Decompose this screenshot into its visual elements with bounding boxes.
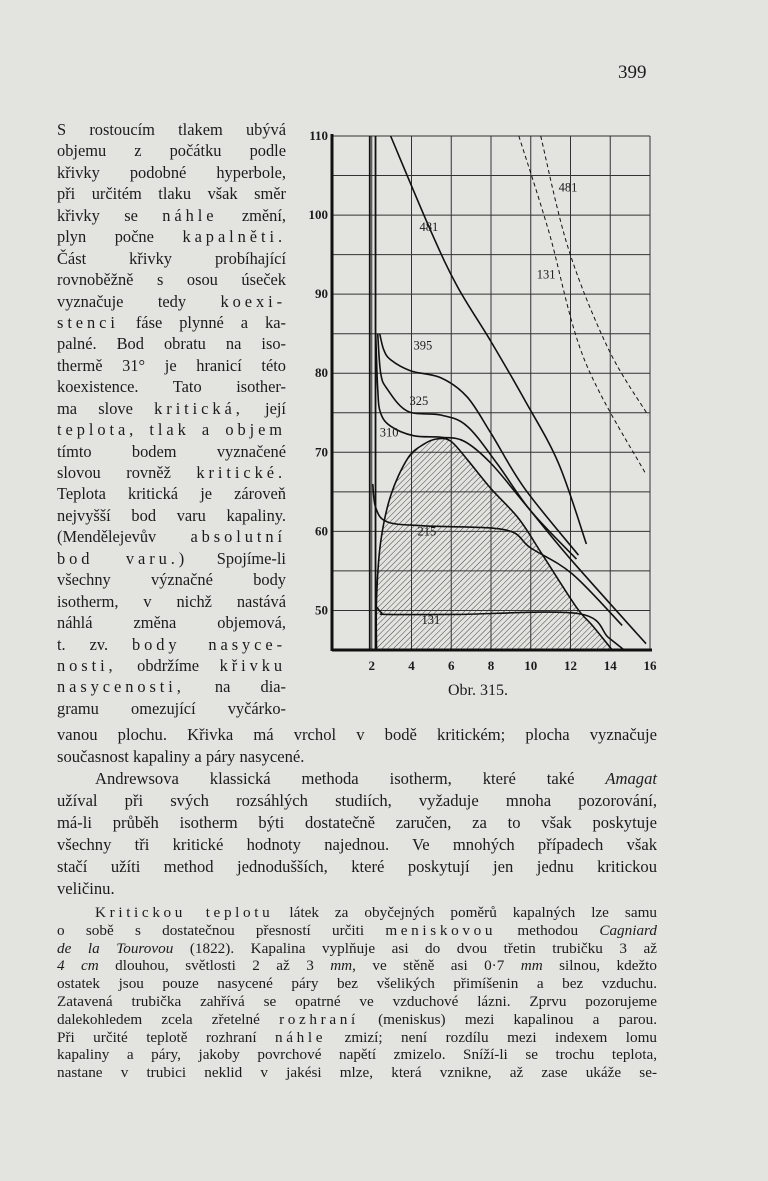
text-line [57, 355, 286, 376]
curve-label: 131 [536, 267, 556, 282]
italic-text: Amagat [605, 769, 657, 788]
text-segment: Zatavená trubička zahřívá se opatrné ve vzduchové lázni. Zprvu pozorujeme [57, 992, 657, 1010]
text-line [57, 724, 657, 746]
text-segment: tímto bodem vyznačené [57, 441, 286, 461]
text-segment: thermě 31° je hranicí této [57, 355, 286, 375]
text-segment: zmizí; není rozdílu mezi indexem lomu [326, 1028, 657, 1046]
spaced-emphasis-text: bod varu.) [57, 548, 189, 568]
text-segment: nastane v trubici neklid v jakési mlze, která vznikne, až zase ukáže se- [57, 1064, 657, 1082]
text-line [57, 376, 286, 397]
spaced-emphasis-text: kritické. [196, 463, 286, 482]
x-tick-label: 12 [564, 658, 577, 673]
text-line [57, 119, 286, 140]
text-line [57, 698, 286, 719]
y-tick-label: 60 [315, 523, 328, 539]
text-segment: methodou [496, 921, 600, 939]
curve-label: 395 [413, 338, 433, 353]
curve-label: 481 [419, 219, 439, 234]
text-segment: t. zv. [57, 634, 132, 654]
full-width-paragraph [57, 724, 657, 900]
text-line [57, 205, 286, 226]
text-segment: obdržíme [116, 655, 220, 675]
text-line [57, 768, 657, 790]
spaced-emphasis-text: kapalněti. [182, 227, 286, 247]
italic-text: 4 cm [57, 957, 99, 975]
text-line [57, 140, 286, 161]
text-segment: plyn počne [57, 227, 183, 247]
spaced-emphasis-text: náhle [162, 205, 218, 225]
text-segment: vyznačuje tedy [57, 291, 221, 311]
text-line [57, 904, 657, 922]
text-line [57, 834, 657, 856]
italic-text: mm [520, 957, 543, 975]
text-line [57, 746, 657, 768]
x-tick-label: 10 [524, 658, 538, 673]
text-segment: S rostoucím tlakem ubývá [57, 120, 286, 139]
text-line [57, 922, 657, 940]
text-segment: ma slove [57, 398, 155, 418]
text-segment: užíval při svých rozsáhlých studiích, vyžaduje mnoha pozorování, [57, 791, 657, 810]
page-number: 399 [618, 62, 647, 83]
figure-isotherms [300, 125, 670, 705]
text-segment: dalekohledem zcela zřetelné [57, 1010, 280, 1028]
text-line [57, 183, 286, 204]
text-line [57, 398, 286, 419]
text-line [57, 269, 286, 290]
text-segment: gramu omezující vyčárko- [57, 698, 286, 718]
text-line [57, 441, 286, 462]
left-column-text [57, 119, 286, 719]
text-segment: Andrewsova klassická methoda isotherm, které také [95, 769, 606, 788]
x-tick-label: 4 [408, 658, 415, 673]
text-line [57, 812, 657, 834]
text-line [57, 526, 286, 547]
text-line [57, 419, 286, 440]
spaced-emphasis-text: křivku [219, 655, 286, 675]
text-line [57, 483, 286, 504]
text-segment: má-li průběh isotherm býti dostatečně zaručen, za to však poskytuje [57, 813, 657, 832]
spaced-emphasis-text: meniskovou [385, 921, 497, 939]
italic-text: de la Tourovou [57, 939, 174, 957]
saturation-curve-hatched-area [376, 438, 612, 650]
text-line [57, 548, 286, 569]
spaced-emphasis-text: koexi- [220, 291, 286, 311]
text-line [57, 676, 286, 697]
text-segment: její [243, 398, 286, 418]
text-line [57, 975, 657, 993]
text-segment: nejvyšší bod varu kapaliny. [57, 505, 286, 525]
text-segment: slovou rovněž [57, 463, 197, 482]
y-tick-label: 100 [308, 207, 328, 223]
text-segment: ostatek jsou pouze nasycené páry bez všelikých přimíšenin a bez vzduchu. [57, 975, 657, 993]
text-segment: křivky se [57, 205, 163, 225]
italic-text: Cagniard [599, 921, 657, 939]
text-segment: rovnoběžně s osou úseček [57, 270, 286, 290]
spaced-emphasis-text: Kritickou teplotu [95, 904, 274, 921]
spaced-emphasis-text: nasycenosti, [57, 677, 185, 697]
y-tick-label: 110 [309, 128, 328, 143]
text-segment: křivky podobné hyperbole, [57, 162, 286, 182]
spaced-emphasis-text: stenci [57, 312, 119, 332]
spaced-emphasis-text: absolutní [190, 527, 286, 547]
text-line [57, 612, 286, 633]
text-segment: Spojíme-li [188, 548, 286, 568]
text-line [57, 993, 657, 1011]
text-segment: náhlá změna objemová, [57, 613, 286, 633]
spaced-emphasis-text: náhle [275, 1028, 327, 1046]
text-segment: , ve stěně asi 0·7 [352, 957, 521, 975]
text-line [57, 462, 286, 483]
text-line [57, 333, 286, 354]
spaced-emphasis-text: rozhraní [279, 1010, 359, 1028]
figure-caption: Obr. 315. [448, 682, 508, 699]
curve-label: 481 [558, 180, 578, 195]
text-segment: kapaliny a páry, jakoby povrchové napětí zmizelo. Sníží-li se trochu teplota, [57, 1046, 657, 1064]
text-line [57, 856, 657, 878]
text-line [57, 591, 286, 612]
curve-label: 310 [379, 425, 399, 440]
text-segment: při určitém tlaku však směr [57, 184, 286, 204]
text-line [57, 248, 286, 269]
text-line [57, 1011, 657, 1029]
text-segment: isotherm, v nichž nastává [57, 591, 286, 611]
text-segment: Teplota kritická je zároveň [57, 484, 286, 504]
text-segment: stačí užíti method jednodušších, které poskytují jen jednu kritickou [57, 857, 657, 876]
text-line [57, 1064, 657, 1082]
spaced-emphasis-text: kritická, [154, 398, 244, 418]
text-segment: Část křivky probíhající [57, 248, 286, 268]
x-tick-label: 6 [448, 658, 455, 673]
x-tick-label: 14 [603, 658, 617, 673]
x-tick-label: 16 [643, 658, 657, 673]
y-tick-label: 90 [315, 286, 328, 302]
curve-label: 131 [421, 612, 441, 627]
text-line [57, 291, 286, 312]
text-line [57, 878, 657, 900]
text-segment: palné. Bod obratu na iso- [57, 334, 286, 354]
text-segment: současnost kapaliny a páry nasycené. [57, 747, 305, 766]
text-segment: o sobě s dostatečnou přesností určiti [57, 921, 386, 939]
curve-label: 215 [417, 524, 437, 539]
text-segment: všechny význačné body [57, 570, 286, 590]
x-tick-label: 8 [487, 658, 495, 673]
text-line [57, 655, 286, 676]
text-segment: všechny tři kritické hodnoty najednou. Ve mnohých případech však [57, 835, 657, 854]
italic-text: mm [330, 957, 353, 975]
text-segment: vanou plochu. Křivka má vrchol v bodě kritickém; plocha vyznačuje [57, 725, 657, 744]
y-tick-label: 70 [315, 444, 328, 460]
text-segment: fáse plynné a ka- [118, 312, 286, 332]
text-line [57, 569, 286, 590]
text-line [57, 312, 286, 333]
text-segment: látek za obyčejných poměrů kapalných lze samu [273, 904, 657, 921]
spaced-emphasis-text: teplota, tlak a objem [57, 420, 286, 440]
text-line [57, 1029, 657, 1047]
text-line [57, 790, 657, 812]
small-print-paragraph [57, 904, 657, 1082]
text-segment: (1822). Kapalina vyplňuje asi do dvou třetin trubičku 3 až [173, 939, 657, 957]
x-tick-label: 2 [368, 658, 375, 673]
text-segment: dlouhou, světlosti 2 až 3 [98, 957, 331, 975]
text-line [57, 634, 286, 655]
spaced-emphasis-text: body nasyce- [132, 634, 286, 654]
text-line [57, 226, 286, 247]
text-segment: koexistence. Tato isother- [57, 377, 286, 397]
text-segment: (Mendělejevův [57, 527, 191, 547]
text-segment: Při určité teplotě rozhraní [57, 1028, 276, 1046]
text-line [57, 162, 286, 183]
text-segment: veličinu. [57, 879, 115, 898]
text-segment: na dia- [184, 677, 286, 697]
text-segment: (meniskus) mezi kapalinou a parou. [358, 1010, 657, 1028]
spaced-emphasis-text: nosti, [57, 655, 117, 675]
y-tick-label: 50 [315, 602, 328, 618]
text-line [57, 957, 657, 975]
text-segment: změní, [217, 205, 286, 225]
y-tick-label: 80 [315, 365, 328, 381]
curve-label: 325 [409, 393, 429, 408]
text-segment: silnou, kdežto [542, 957, 657, 975]
text-line [57, 1046, 657, 1064]
text-line [57, 940, 657, 958]
text-segment: objemu z počátku podle [57, 141, 286, 161]
text-line [57, 505, 286, 526]
